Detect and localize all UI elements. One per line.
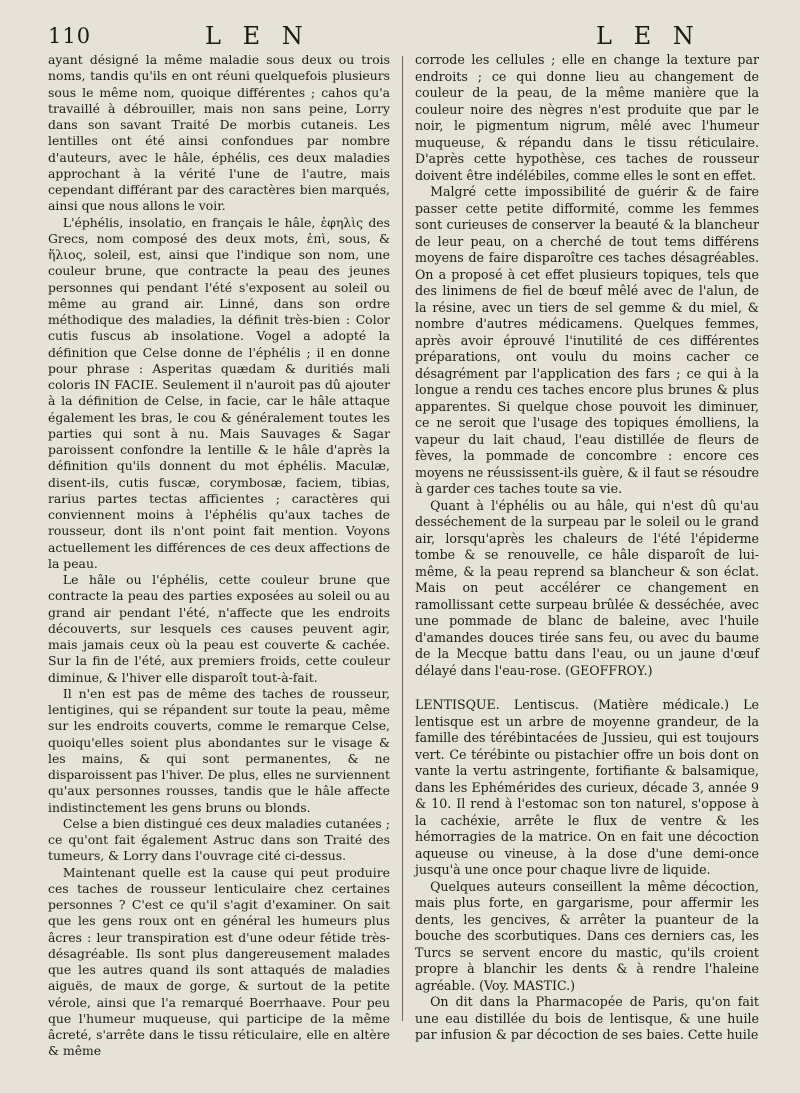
paragraph: L'éphélis, insolatio, en français le hâle, ἐφηλὶς des Grecs, nom composé des deux mots, ἐπὶ, sous, & ἥλιος, soleil, est, ainsi que l'indique son nom, une couleur brune, que contracte la peau des jeunes personnes qui pendant l'été s'exposent au soleil ou même au grand air. Linné, dans son ordre méthodique des maladies, la définit très-bien : Color cutis fuscus ab insolatione. Vogel a adopté la définition que Celse donne de l'éphélis ; il en donne pour phrase : Asperitas quædam & duritiés mali coloris IN FACIE. Seulement il n'auroit pas dû ajouter à la définition de Celse, in facie, car le hâle attaque également les bras, le cou & généralement toutes les parties qui sont à nu. Mais Sauvages & Sagar paroissent confondre la lentille & le hâle d'après la définition qu'ils donnent du mot éphélis. Maculæ, disent-ils, cutis fuscæ, corymbosæ, faciem, tibias, rarius partes tectas afficientes ; caractères qui conviennent moins à l'éphélis qu'aux taches de rousseur, dont ils n'ont point fait mention. Voyons actuellement les différences de ces deux affections de la peau. [48,214,390,571]
left-column [48,52,390,1060]
paragraph: Malgré cette impossibilité de guérir & de faire passer cette petite difformité, comme les femmes sont curieuses de conserver la beauté & la blancheur de leur peau, on a cherché de tout tems différens moyens de faire disparoître ces taches désagréables. On a proposé à cet effet plusieurs topiques, tels que des linimens de fiel de bœuf mêlé avec de l'alun, de la résine, avec un tiers de sel gemme & du miel, & nombre d'autres médicamens. Quelques femmes, après avoir éprouvé l'inutilité de ces différentes préparations, ont voulu du moins cacher ce désagrément par l'application des fars ; ce qui à la longue a rendu ces taches encore plus brunes & plus apparentes. Si quelque chose pouvoit les diminuer, ce ne seroit que l'usage des topiques émolliens, la vapeur du lait chaud, l'eau distillée de fleurs de fèves, la pommade de concombre : encore ces moyens ne réussissent-ils guère, & il faut se résoudre à garder ces taches toute sa vie. [415,184,759,496]
paragraph: Maintenant quelle est la cause qui peut produire ces taches de rousseur lenticulaire chez certaines personnes ? C'est ce qu'il s'agit d'examiner. On sait que les gens roux ont en général les humeurs plus âcres : leur transpiration est d'une odeur fétide très-désagréable. Ils sont plus dangereusement malades que les autres quand ils sont attaqués de maladies aiguës, de maux de gorge, & surtout de la petite vérole, ainsi que l'a remarqué Boerrhaave. Pour peu que l'humeur muqueuse, qui participe de la même âcreté, s'arrête dans le tissu réticulaire, elle en altère & même [48,864,390,1059]
entry-lentisque: LENTISQUE. Lentiscus. (Matière médicale.) Le lentisque est un arbre de moyenne grandeur, de la famille des térébintacées de Jussieu, qui est toujours vert. Ce térébinte ou pistachier offre un bois dont on vante la vertu astringente, fortifiante & balsamique, dans les Ephémérides des curieux, décade 3, année 9 & 10. Il rend à l'estomac son ton naturel, s'oppose à la cachéxie, arrête le flux de ventre & les hémorragies de la matrice. On en fait une décoction aqueuse ou vineuse, à la dose d'une demi-once jusqu'à une once pour chaque livre de liquide. [415,697,759,877]
paragraph: Celse a bien distingué ces deux maladies cutanées ; ce qu'ont fait également Astruc dans son Traité des tumeurs, & Lorry dans l'ouvrage cité ci-dessus. [48,815,390,864]
page-header [48,18,758,52]
paragraph: Le hâle ou l'éphélis, cette couleur brune que contracte la peau des parties exposées au soleil ou au grand air pendant l'été, n'affecte que les endroits découverts, sur lesquels ces causes peuvent agir, mais jamais ceux où la peau est couverte & cachée. Sur la fin de l'été, aux premiers froids, cette couleur diminue, & l'hiver elle disparoît tout-à-fait. [48,572,390,685]
running-head-right: L E N [596,22,701,50]
paragraph: Quelques auteurs conseillent la même décoction, mais plus forte, en gargarisme, pour affermir les dents, les gencives, & arrêter la puanteur de la bouche des scorbutiques. Dans ces derniers cas, les Turcs se servent encore du mastic, qu'ils croient propre à blanchir les dents & à rendre l'haleine agréable. (Voy. MASTIC.) [415,878,759,993]
paragraph: On dit dans la Pharmacopée de Paris, qu'on fait une eau distillée du bois de lentisque, & une huile par infusion & par décoction de ses baies. Cette huile [415,994,759,1042]
paragraph: Il n'en est pas de même des taches de rousseur, lentigines, qui se répandent sur toute la peau, même sur les endroits couverts, comme le remarque Celse, quoiqu'elles soient plus abondantes sur le visage & les mains, & qui sont permanentes, & ne disparoissent pas l'hiver. De plus, elles ne surviennent qu'aux personnes rousses, tandis que le hâle affecte indistinctement les gens bruns ou blonds. [48,685,390,815]
paragraph: corrode les cellules ; elle en change la texture par endroits ; ce qui donne lieu au changement de couleur de la peau, de la même manière que la couleur noire des nègres n'est produite que par le noir, le pigmentum nigrum, mêlé avec l'humeur muqueuse, & répandu dans le tissu réticulaire. D'après cette hypothèse, ces taches de rousseur doivent être indélébiles, comme elles le sont en effet. [415,52,759,183]
paragraph: Quant à l'éphélis ou au hâle, qui n'est dû qu'au desséchement de la surpeau par le soleil ou le grand air, lorsqu'après les chaleurs de l'été l'épiderme tombe & se renouvelle, ce hâle disparoît de lui-même, & la peau reprend sa blancheur & son éclat. Mais on peut accélérer ce changement en ramollissant cette surpeau brûlée & desséchée, avec une pommade de blanc de baleine, avec l'huile d'amandes douces tirée sans feu, ou avec du baume de la Mecque battu dans l'eau, ou un jaune d'œuf délayé dans l'eau-rose. (GEOFFROY.) [415,497,759,678]
column-divider [402,56,403,1021]
page-number: 110 [48,24,92,48]
paragraph: ayant désigné la même maladie sous deux ou trois noms, tandis qu'ils en ont réuni quelquefois plusieurs sous le même nom, quoique différentes ; cahos qu'a travaillé à débrouiller, mais non sans peine, Lorry dans son savant Traité De morbis cutaneis. Les lentilles ont été ainsi confondues par nombre d'auteurs, avec le hâle, éphélis, ces deux maladies approchant à la vérité l'une de l'autre, mais cependant différant par des caractères bien marqués, ainsi que nous allons le voir. [48,52,390,214]
right-column [415,52,759,1044]
running-head-left: L E N [205,22,310,50]
